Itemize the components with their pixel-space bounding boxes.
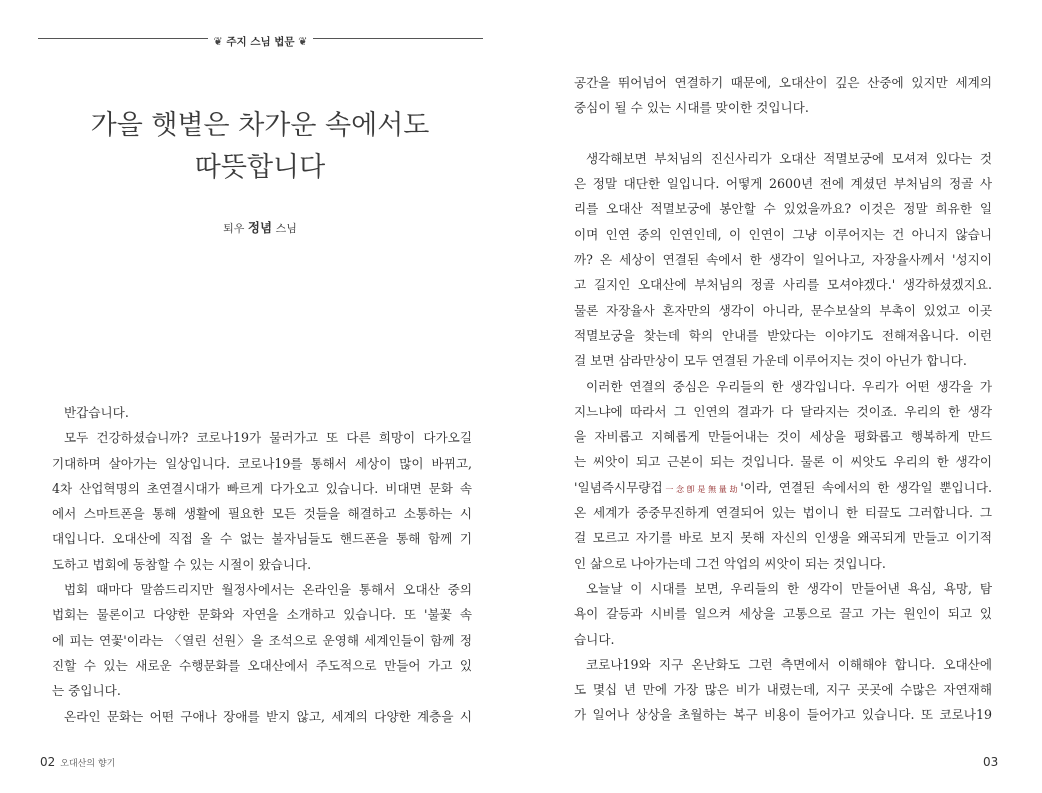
text-line: 을 자비롭고 지혜롭게 만들어내는 것이 세상을 평화롭고 행복하게 만드: [574, 429, 992, 445]
text-line: 생각해보면 부처님의 진신사리가 오대산 적멸보궁에 모셔져 있다는 것: [586, 150, 992, 166]
text-line: 까? 온 세상이 연결된 속에서 한 생각이 일어나고, 자장율사께서 '성지이: [574, 252, 992, 268]
text-line: 코로나19와 지구 온난화도 그런 측면에서 이해해야 합니다. 오대산에: [586, 656, 992, 672]
text-line-hanja: [574, 475, 992, 500]
text-line: 걸 모르고 자기를 바로 보지 못해 자신의 인생을 왜곡되게 만들고 이기적: [574, 530, 992, 546]
text-line: 공간을 뛰어넘어 연결하기 때문에, 오대산이 깊은 산중에 있지만 세계의: [574, 75, 992, 90]
text-line: 중심이 될 수 있는 시대를 맞이한 것입니다.: [574, 100, 809, 116]
text-line: 에 피는 연꽃'이라는 〈열린 선원〉을 조석으로 운영해 세계인들이 함께 정: [52, 632, 472, 648]
text-line: 4차 산업혁명의 초연결시대가 빠르게 다가오고 있습니다. 비대면 문화 속: [52, 480, 472, 496]
text-line: 리를 오대산 적멸보궁에 봉안할 수 있었을까요? 이것은 정말 희유한 일: [574, 201, 992, 217]
text-line: 대입니다. 오대산에 직접 올 수 없는 불자님들도 핸드폰을 통해 함께 기: [52, 531, 472, 547]
section-header: [38, 34, 483, 49]
right-page: [521, 0, 1042, 793]
text-line: 물론 자장율사 혼자만의 생각이 아니라, 문수보살의 부촉이 있었고 이곳: [574, 302, 992, 318]
text-line: 온 세계가 중중무진하게 연결되어 있는 법이니 한 티끌도 그러합니다. 그: [574, 505, 992, 521]
text-line: 도하고 법회에 동참할 수 있는 시절이 왔습니다.: [52, 556, 312, 572]
text-line: 법회는 물론이고 다양한 문화와 자연을 소개하고 있습니다. 또 '불꽃 속: [52, 607, 472, 623]
text-line: 이며 인연 중의 인연인데, 이 인연이 그냥 이루어지는 건 아니지 않습니: [574, 226, 992, 242]
text-line: 가 일어나 상상을 초월하는 복구 비용이 들어가고 있습니다. 또 코로나19: [574, 707, 992, 723]
author-name: 정념: [247, 220, 273, 235]
author-suffix: 스님: [275, 222, 297, 235]
text-line: 는 중입니다.: [52, 683, 121, 699]
right-body-text: [574, 70, 992, 728]
ornament-right-icon: ❦: [298, 35, 308, 48]
text-line: 기대하며 살아가는 일상입니다. 코로나19를 통해서 세상이 많이 바뀌고,: [52, 455, 472, 471]
left-body-text: [52, 400, 472, 729]
text-line: 이러한 연결의 중심은 우리들의 한 생각입니다. 우리가 어떤 생각을 가: [586, 378, 992, 394]
text-line: 습니다.: [574, 631, 615, 647]
quote-start: '일념즉시무량겁: [574, 479, 663, 495]
text-line: 욕이 갈등과 시비를 일으켜 세상을 고통으로 끌고 가는 원인이 되고 있: [574, 606, 992, 622]
right-page-number: 03: [983, 755, 999, 769]
text-line: 인 삶으로 나아가는데 그건 악업의 씨앗이 되는 것입니다.: [574, 555, 886, 571]
text-line: 오늘날 이 시대를 보면, 우리들의 한 생각이 만들어낸 욕심, 욕망, 탐: [586, 580, 992, 596]
author-byline: [40, 218, 480, 236]
section-label: 주지 스님 법문: [226, 36, 295, 48]
text-line: 는 씨앗이 되고 근본이 되는 것입니다. 물론 이 씨앗도 우리의 한 생각이: [574, 454, 992, 470]
text-line: 걸 보면 삼라만상이 모두 연결된 가운데 이루어지는 것이 아닌가 합니다.: [574, 353, 967, 369]
text-line: 반갑습니다.: [64, 405, 129, 420]
text-line: 법회 때마다 말씀드리지만 월정사에서는 온라인을 통해서 오대산 중의: [64, 582, 472, 598]
page-number: 02: [40, 755, 56, 769]
article-title-line1: 가을 햇볕은 차가운 속에서도: [90, 110, 430, 141]
hanja-annotation: 一念卽是無量劫: [662, 484, 741, 494]
author-prefix: 퇴우: [223, 222, 245, 235]
text-line: 은 정말 대단한 일입니다. 어떻게 2600년 전에 계셨던 부처님의 정골 사: [574, 176, 992, 192]
text-line: 고 길지인 오대산에 부처님의 정골 사리를 모셔야겠다.' 생각하셨겠지요.: [574, 277, 992, 293]
text-line: 적멸보궁을 찾는데 학의 안내를 받았다는 이야기도 전해져옵니다. 이런: [574, 327, 992, 343]
text-line: 온라인 문화는 어떤 구애나 장애를 받지 않고, 세계의 다양한 계층을 시: [64, 708, 472, 724]
quote-end: '이라, 연결된 속에서의 한 생각일 뿐입니다.: [740, 479, 992, 495]
magazine-name: 오대산의 향기: [60, 759, 116, 769]
left-page-footer: [40, 755, 115, 769]
text-line: 지느냐에 따라서 그 인연의 결과가 다 달라지는 것이죠. 우리의 한 생각: [574, 403, 992, 419]
ornament-left-icon: ❦: [213, 35, 223, 48]
article-title-line2: 따뜻합니다: [194, 152, 326, 183]
text-line: 진할 수 있는 새로운 수행문화를 오대산에서 주도적으로 만들어 가고 있: [52, 657, 472, 673]
text-line: 모두 건강하셨습니까? 코로나19가 물러가고 또 다른 희망이 다가오길: [64, 430, 472, 446]
text-line: 에서 스마트폰을 통해 생활에 필요한 모든 것들을 해결하고 소통하는 시: [52, 506, 472, 522]
text-line: 도 몇십 년 만에 가장 많은 비가 내렸는데, 지구 곳곳에 수많은 자연재해: [574, 682, 992, 698]
